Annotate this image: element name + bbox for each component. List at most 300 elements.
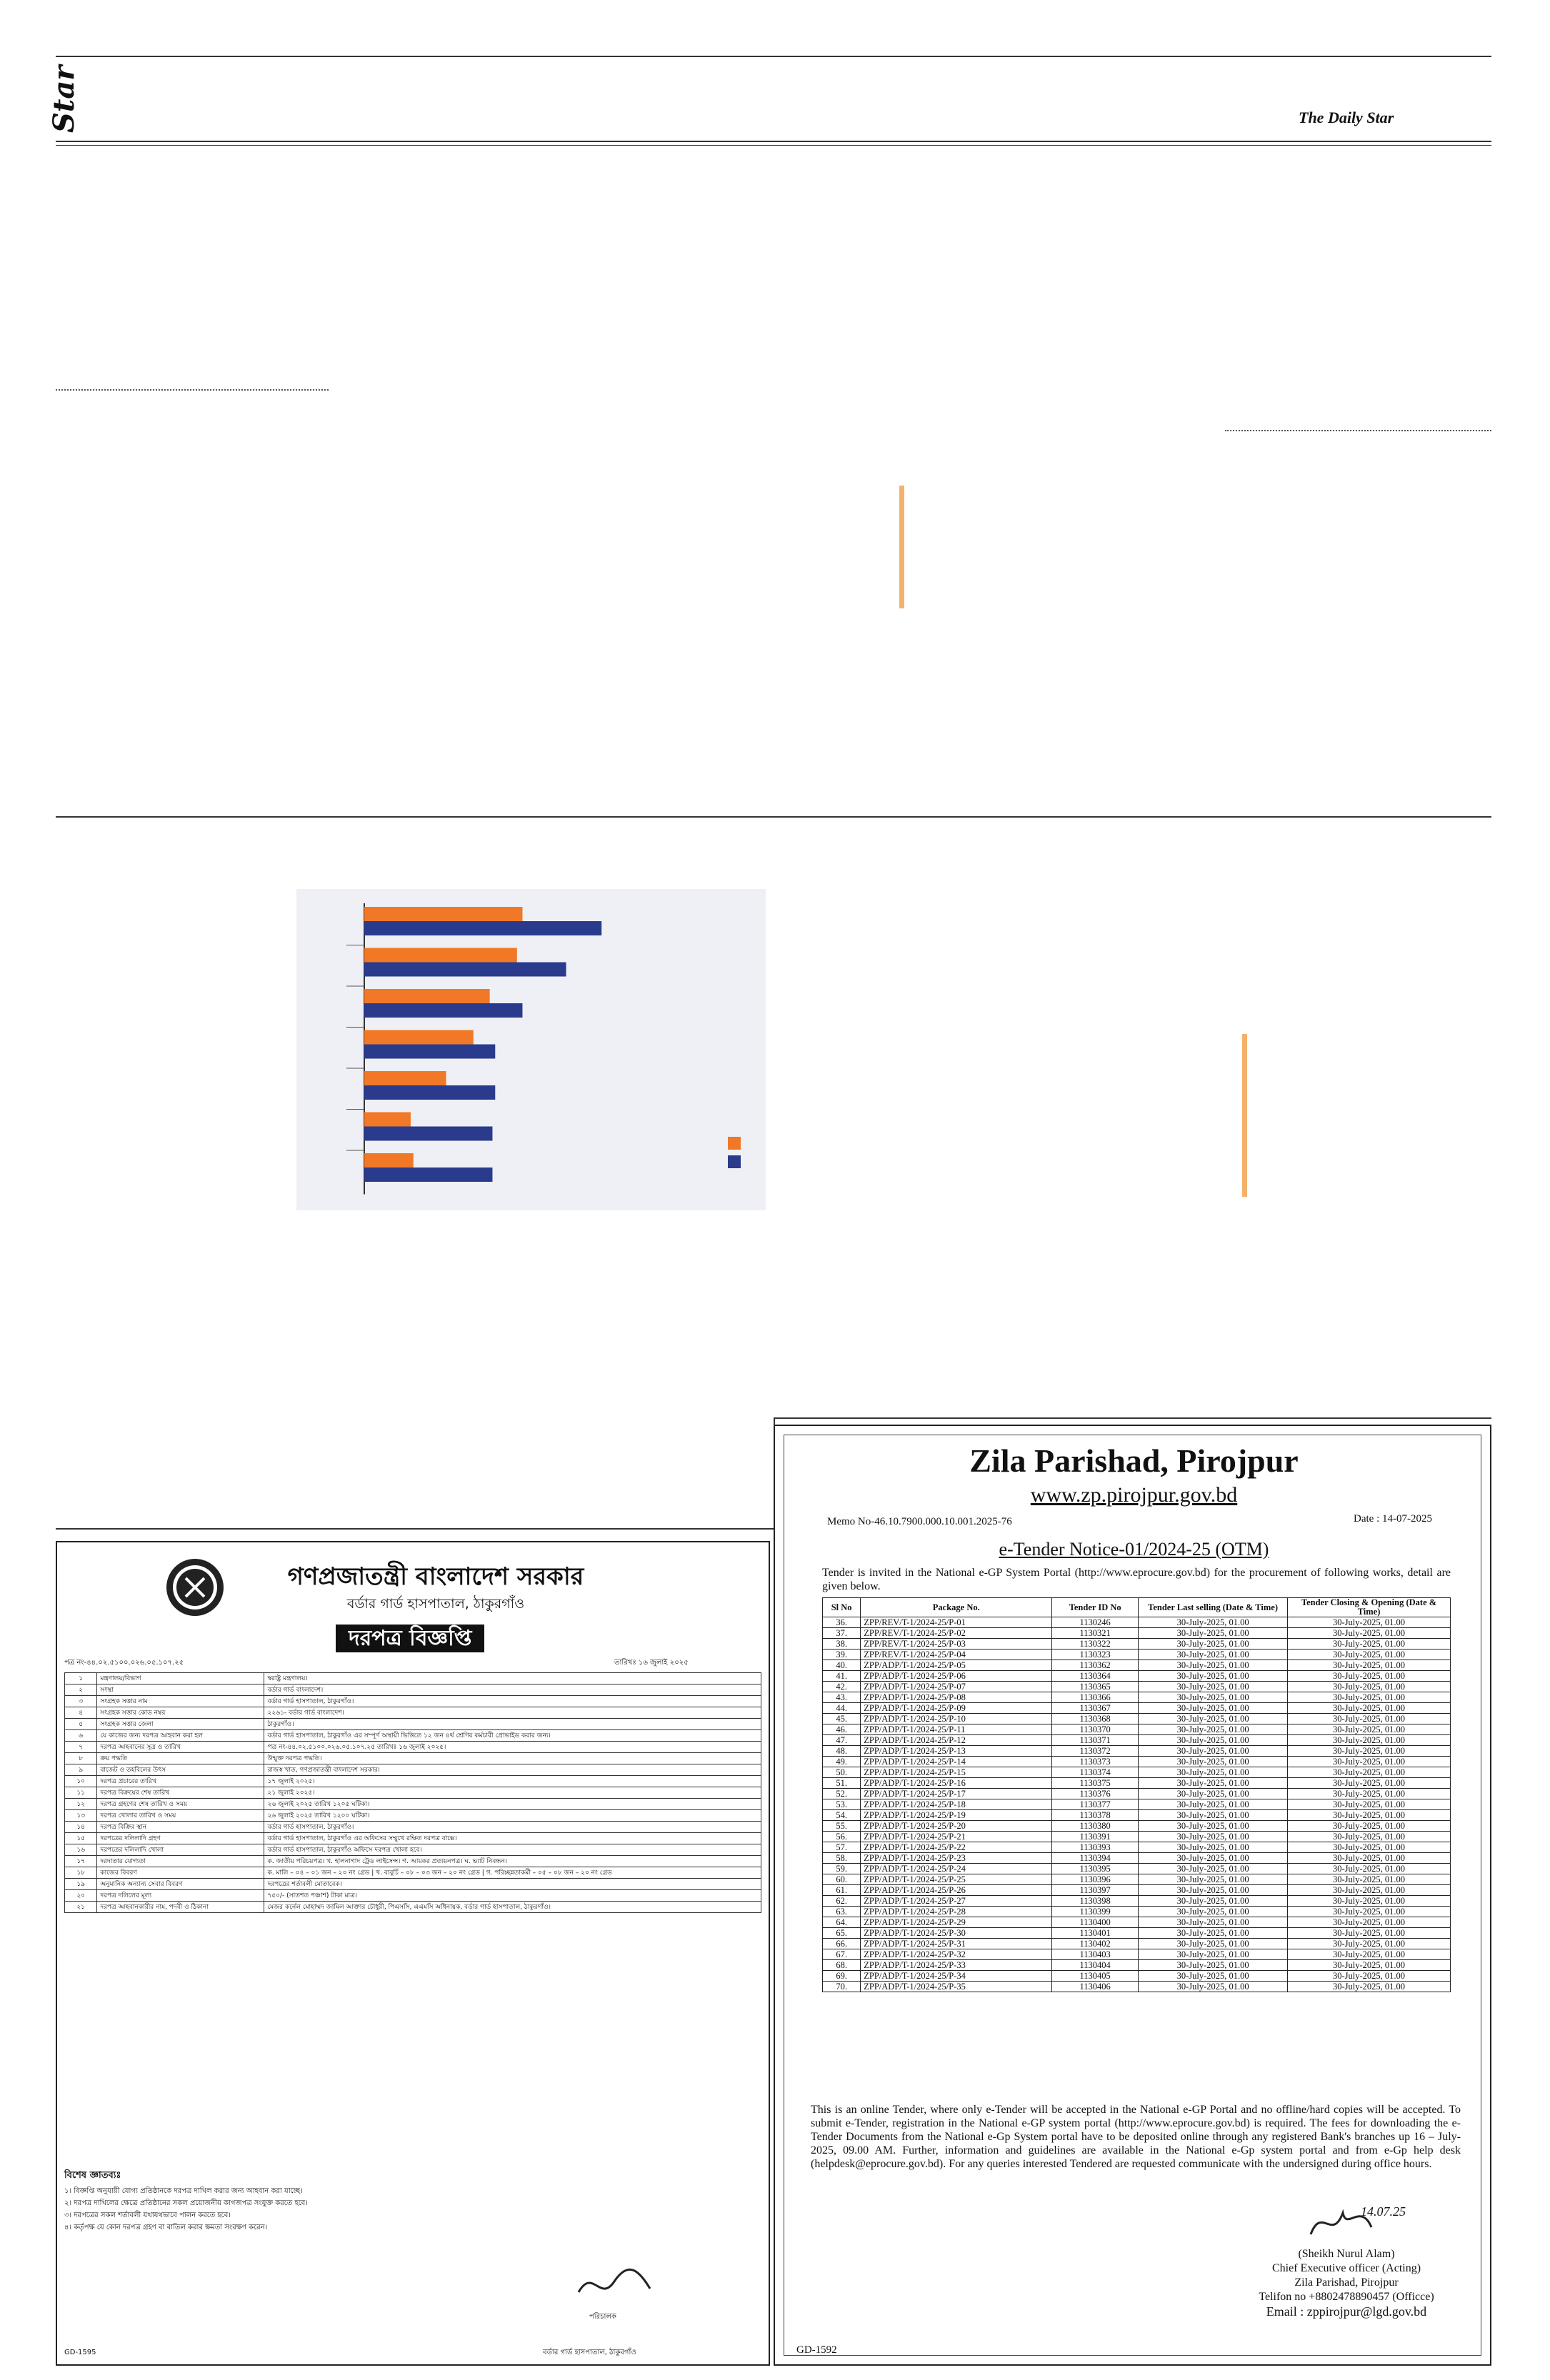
zp-cell: 1130399 (1052, 1907, 1139, 1917)
bar-orange (364, 1113, 411, 1127)
bn-cell-v: মেজর কর্নেল মোহাম্মদ জামিল আক্তার চৌধুরী, পিএসসি, এএমসি অধিনায়ক, বর্ডার গার্ড হাসপাতাল, ঠাকুরগাঁও। (264, 1902, 761, 1913)
zp-ad-intro: Tender is invited in the National e-GP System Portal (http://www.eprocure.gov.bd) for the procurement of following works, detail are given below. (822, 1567, 1451, 1592)
zp-cell: 30-July-2025, 01.00 (1139, 1907, 1288, 1917)
zp-cell: 1130373 (1052, 1757, 1139, 1767)
zp-cell: 30-July-2025, 01.00 (1288, 1928, 1451, 1939)
bn-cell-k: বাজেট ও তহবিলের উৎস (97, 1764, 264, 1776)
zp-cell: 30-July-2025, 01.00 (1288, 1703, 1451, 1714)
zp-table-row (823, 1821, 1451, 1832)
zp-cell: 30-July-2025, 01.00 (1139, 1810, 1288, 1821)
zp-cell: ZPP/REV/T-1/2024-25/P-04 (861, 1650, 1052, 1660)
zp-cell: 55. (823, 1821, 861, 1832)
zp-cell: 30-July-2025, 01.00 (1288, 1810, 1451, 1821)
zp-table-row (823, 1864, 1451, 1874)
zp-ad-date: Date : 14-07-2025 (1354, 1513, 1432, 1525)
zp-cell: 1130367 (1052, 1703, 1139, 1714)
bar-orange (364, 1071, 446, 1085)
masthead-logo: Star (47, 65, 81, 133)
bar-orange (364, 1153, 414, 1168)
zp-ad-title: Zila Parishad, Pirojpur (969, 1442, 1299, 1479)
zp-cell: 52. (823, 1789, 861, 1799)
zp-cell: 57. (823, 1842, 861, 1853)
zp-cell: 30-July-2025, 01.00 (1288, 1714, 1451, 1724)
zp-cell: 30-July-2025, 01.00 (1139, 1714, 1288, 1724)
zp-cell: ZPP/ADP/T-1/2024-25/P-21 (861, 1832, 1052, 1842)
bn-table-row (65, 1707, 761, 1719)
bn-cell-k: দরপত্র আহবানকারীর নাম, পদবী ও ঠিকানা (97, 1902, 264, 1913)
zp-ad-notice: e-Tender Notice-01/2024-25 (OTM) (999, 1539, 1269, 1560)
zp-cell: 30-July-2025, 01.00 (1288, 1692, 1451, 1703)
zp-cell: ZPP/ADP/T-1/2024-25/P-24 (861, 1864, 1052, 1874)
zp-cell: 30-July-2025, 01.00 (1139, 1746, 1288, 1757)
zp-cell: 30-July-2025, 01.00 (1288, 1617, 1451, 1628)
zp-ad-code: GD-1592 (796, 2344, 837, 2356)
zp-cell: 30-July-2025, 01.00 (1139, 1628, 1288, 1639)
bar-orange (364, 989, 490, 1003)
bn-cell-k: সংগ্রহক সত্তার কোড নম্বর (97, 1707, 264, 1719)
zp-cell: 1130371 (1052, 1735, 1139, 1746)
bn-cell-v: ক. মালি – ০৪ – ০১ জন – ২০ নং গ্রেড | খ. বাবুর্চি – ০৮ – ০৩ জন – ২০ নং গ্রেড | গ. পরিচ্ছন্নতাকর্মী – ০৫ – ০৮ জন – ২০ নং গ্রেড (264, 1867, 761, 1879)
zp-cell: 30-July-2025, 01.00 (1288, 1949, 1451, 1960)
bn-cell-v: বর্ডার গার্ড হাসপাতাল, ঠাকুরগাঁও। (264, 1822, 761, 1833)
zp-sign-title: Chief Executive officer (Acting) (1271, 2262, 1421, 2274)
zp-cell: 36. (823, 1617, 861, 1628)
bn-table-row (65, 1867, 761, 1879)
bn-cell-n: ১১ (65, 1787, 97, 1799)
zp-cell: 1130246 (1052, 1617, 1139, 1628)
zp-cell: 30-July-2025, 01.00 (1139, 1885, 1288, 1896)
zp-cell: 41. (823, 1671, 861, 1682)
zp-ad-memo: Memo No-46.10.7900.000.10.001.2025-76 (827, 1516, 1012, 1527)
zp-table-row (823, 1757, 1451, 1767)
zp-cell: 30-July-2025, 01.00 (1288, 1735, 1451, 1746)
bn-ad-date: তারিখঃ ১৬ জুলাই ২০২৫ (614, 1659, 689, 1667)
zp-cell: ZPP/ADP/T-1/2024-25/P-20 (861, 1821, 1052, 1832)
zp-cell: 1130370 (1052, 1724, 1139, 1735)
bn-cell-k: দরপত্র বিক্রয়ের শেষ তারিখ (97, 1787, 264, 1799)
zp-cell: 1130402 (1052, 1939, 1139, 1949)
zp-cell: 30-July-2025, 01.00 (1139, 1982, 1288, 1992)
zp-cell: 30-July-2025, 01.00 (1139, 1928, 1288, 1939)
zp-header-cell: Tender ID No (1052, 1598, 1139, 1617)
masthead-rule-1 (56, 141, 1491, 142)
zp-cell: ZPP/ADP/T-1/2024-25/P-09 (861, 1703, 1052, 1714)
zp-cell: 30-July-2025, 01.00 (1139, 1971, 1288, 1982)
bn-cell-n: ৯ (65, 1764, 97, 1776)
bn-ad-title: গণপ্রজাতন্ত্রী বাংলাদেশ সরকার (287, 1562, 584, 1591)
zp-table-row (823, 1949, 1451, 1960)
zp-cell: ZPP/ADP/T-1/2024-25/P-13 (861, 1746, 1052, 1757)
zp-table-row (823, 1639, 1451, 1650)
zp-cell: 30-July-2025, 01.00 (1139, 1617, 1288, 1628)
zp-cell: 30-July-2025, 01.00 (1288, 1939, 1451, 1949)
bn-table-row (65, 1799, 761, 1810)
bn-cell-k: দরপত্রের দলিলাদি খোলা (97, 1844, 264, 1856)
zp-table-row (823, 1789, 1451, 1799)
bn-table-row (65, 1753, 761, 1764)
bn-cell-v: ৭৫০/- (সাতশত পঞ্চাশ) টাকা মাত্র। (264, 1890, 761, 1902)
bn-cell-n: ২ (65, 1684, 97, 1696)
zp-cell: 43. (823, 1692, 861, 1703)
zp-cell: 45. (823, 1714, 861, 1724)
bn-table-row (65, 1673, 761, 1684)
zp-cell: 30-July-2025, 01.00 (1288, 1628, 1451, 1639)
bn-signature-icon (571, 2264, 657, 2310)
bar-blue (364, 921, 601, 935)
zp-cell: 30-July-2025, 01.00 (1288, 1650, 1451, 1660)
zp-header-cell: Package No. (861, 1598, 1052, 1617)
zp-cell: 44. (823, 1703, 861, 1714)
zp-cell: 1130377 (1052, 1799, 1139, 1810)
orange-accent-bar-2 (1242, 1034, 1247, 1197)
bn-cell-v: ঠাকুরগাঁও। (264, 1719, 761, 1730)
zp-table-row (823, 1628, 1451, 1639)
bn-table-row (65, 1833, 761, 1844)
zp-cell: 49. (823, 1757, 861, 1767)
bn-cell-k: সংস্থা (97, 1684, 264, 1696)
zp-header-cell: Tender Last selling (Date & Time) (1139, 1598, 1288, 1617)
zp-table-row (823, 1799, 1451, 1810)
zp-cell: 50. (823, 1767, 861, 1778)
bn-note: ১। বিজ্ঞপ্তি অনুযায়ী যোগ্য প্রতিষ্ঠানকে দরপত্র দাখিল করার জন্য আহবান করা যাচ্ছে। (64, 2187, 303, 2195)
bn-cell-v: বর্ডার গার্ড হাসপাতাল, ঠাকুরগাঁও অফিসে দরপত্র খোলা হবে। (264, 1844, 761, 1856)
bn-cell-k: কাজের বিবরণ (97, 1867, 264, 1879)
zp-cell: 30-July-2025, 01.00 (1288, 1917, 1451, 1928)
zp-cell: 30-July-2025, 01.00 (1139, 1650, 1288, 1660)
bn-cell-n: ২১ (65, 1902, 97, 1913)
bar-orange (364, 1030, 474, 1045)
zp-table-header (823, 1598, 1451, 1617)
bn-cell-k: অনুমানিক অন্যান্য সেবার বিবরণ (97, 1879, 264, 1890)
bn-cell-n: ১৪ (65, 1822, 97, 1833)
zp-header-cell: Sl No (823, 1598, 861, 1617)
zp-cell: 1130391 (1052, 1832, 1139, 1842)
zp-cell: 1130398 (1052, 1896, 1139, 1907)
top-rule (56, 56, 1491, 57)
zp-cell: 30-July-2025, 01.00 (1139, 1767, 1288, 1778)
bn-cell-n: ১ (65, 1673, 97, 1684)
zp-table-row (823, 1907, 1451, 1917)
bn-cell-n: ৩ (65, 1696, 97, 1707)
zp-cell: 30-July-2025, 01.00 (1288, 1746, 1451, 1757)
zp-table-row (823, 1671, 1451, 1682)
zp-tender-ad (774, 1425, 1491, 2366)
bn-cell-v: স্বরাষ্ট্র মন্ত্রণালয়। (264, 1673, 761, 1684)
dotted-divider-left (56, 389, 329, 391)
bar-chart (296, 889, 766, 1210)
bn-special-notes (64, 2186, 761, 2235)
bn-note: ২। দরপত্র দাখিলের ক্ষেত্রে প্রতিষ্ঠানের সকল প্রয়োজনীয় কাগজপত্র সংযুক্ত করতে হবে। (64, 2199, 308, 2207)
zp-cell: 42. (823, 1682, 861, 1692)
zp-cell: 30-July-2025, 01.00 (1139, 1960, 1288, 1971)
zp-cell: ZPP/ADP/T-1/2024-25/P-07 (861, 1682, 1052, 1692)
bn-cell-v: বর্ডার গার্ড হাসপাতাল, ঠাকুরগাঁও এর অফিসের সম্মুখে রক্ষিত দরপত্র বাক্সে। (264, 1833, 761, 1844)
zp-cell: 1130380 (1052, 1821, 1139, 1832)
zp-cell: 1130403 (1052, 1949, 1139, 1960)
zp-cell: 30-July-2025, 01.00 (1288, 1799, 1451, 1810)
zp-signature-block (1204, 2247, 1489, 2319)
zp-cell: 64. (823, 1917, 861, 1928)
bn-ad-memo: পত্র নং-৪৪.০২.৫১০০.০২৬.০৫.১০৭.২৫ (64, 1659, 184, 1667)
zp-cell: 1130323 (1052, 1650, 1139, 1660)
zp-cell: ZPP/ADP/T-1/2024-25/P-15 (861, 1767, 1052, 1778)
zp-cell: ZPP/REV/T-1/2024-25/P-02 (861, 1628, 1052, 1639)
zp-cell: 30-July-2025, 01.00 (1139, 1821, 1288, 1832)
bn-cell-v: পত্র নং-৪৪.০২.৫১০০.০২৬.০৫.১০৭.২৫ তারিখঃ ১৬ জুলাই ২০২৫। (264, 1742, 761, 1753)
zp-cell: 30-July-2025, 01.00 (1139, 1939, 1288, 1949)
zp-cell: 53. (823, 1799, 861, 1810)
zp-cell: 40. (823, 1660, 861, 1671)
zp-cell: 59. (823, 1864, 861, 1874)
zp-cell: 1130378 (1052, 1810, 1139, 1821)
zp-cell: 68. (823, 1960, 861, 1971)
bn-cell-k: মন্ত্রণালয়/বিভাগ (97, 1673, 264, 1684)
zp-cell: 1130400 (1052, 1917, 1139, 1928)
bn-table-row (65, 1787, 761, 1799)
bn-details-table (64, 1672, 761, 1913)
zp-table-row (823, 1917, 1451, 1928)
zp-cell: 30-July-2025, 01.00 (1139, 1703, 1288, 1714)
zp-cell: 1130366 (1052, 1692, 1139, 1703)
bn-table-row (65, 1776, 761, 1787)
legend-swatch (728, 1155, 741, 1168)
zp-cell: 48. (823, 1746, 861, 1757)
zp-cell: 30-July-2025, 01.00 (1288, 1789, 1451, 1799)
zp-table-row (823, 1842, 1451, 1853)
bn-cell-n: ২০ (65, 1890, 97, 1902)
zp-cell: 30-July-2025, 01.00 (1139, 1735, 1288, 1746)
zp-cell: 1130364 (1052, 1671, 1139, 1682)
bn-cell-n: ৫ (65, 1719, 97, 1730)
bn-cell-v: ২৬ জুলাই ২০২৫ তারিখ ১২০০ ঘটিকা। (264, 1810, 761, 1822)
zp-table-row (823, 1832, 1451, 1842)
zp-ad-closing: This is an online Tender, where only e-Tender will be accepted in the National e-GP Portal and no offline/hard copies will be accepted. To submit e-Tender, registration in the National e-GP system portal (http://www.eprocure.gov.bd) is required. The fees for downloading the e-Tender Documents from the National e-Gp System portal have to be deposited online through any registered Bank's branches up 16 – July-2025, 09.00 AM. Further, information and guidelines are available in the National e-Gp system portal and from e-Gp help desk (helpdesk@eprocure.gov.bd). For any queries interested Tendered are requested communicate with the undersigned during office hours. (811, 2104, 1461, 2170)
zp-cell: 30-July-2025, 01.00 (1288, 1864, 1451, 1874)
bn-cell-v: ক. জাতীয় পরিচয়পত্র। খ. হালনাগাদ ট্রেড লাইসেন্স। গ. আয়কর প্রত্যয়নপত্র। ঘ. ভ্যাট নিবন্ধন। (264, 1856, 761, 1867)
bar-blue (364, 963, 566, 977)
bn-cell-k: দরপত্র দলিলের মূল্য (97, 1890, 264, 1902)
zp-cell: ZPP/ADP/T-1/2024-25/P-32 (861, 1949, 1052, 1960)
zp-cell: 47. (823, 1735, 861, 1746)
bn-cell-n: ১৯ (65, 1879, 97, 1890)
bn-cell-k: দরপত্র আহবানের সূত্র ও তারিখ (97, 1742, 264, 1753)
bn-cell-v: ২১ জুলাই ২০২৫। (264, 1787, 761, 1799)
zp-cell: ZPP/ADP/T-1/2024-25/P-19 (861, 1810, 1052, 1821)
zp-cell: ZPP/REV/T-1/2024-25/P-03 (861, 1639, 1052, 1650)
bn-cell-n: ১৬ (65, 1844, 97, 1856)
zp-cell: 30-July-2025, 01.00 (1139, 1917, 1288, 1928)
zp-cell: 38. (823, 1639, 861, 1650)
bn-table-row (65, 1730, 761, 1742)
zp-cell: 30-July-2025, 01.00 (1139, 1671, 1288, 1682)
zp-cell: 61. (823, 1885, 861, 1896)
bn-cell-n: ৪ (65, 1707, 97, 1719)
zp-cell: 30-July-2025, 01.00 (1139, 1949, 1288, 1960)
bar-blue (364, 1127, 492, 1141)
zp-cell: 30-July-2025, 01.00 (1288, 1982, 1451, 1992)
zp-cell: 30-July-2025, 01.00 (1288, 1767, 1451, 1778)
bn-table-row (65, 1764, 761, 1776)
bn-cell-k: দরপত্রের দলিলাদি গ্রহণ (97, 1833, 264, 1844)
zp-cell: 30-July-2025, 01.00 (1288, 1639, 1451, 1650)
bn-cell-k: দরপত্র খোলার তারিখ ও সময় (97, 1810, 264, 1822)
bn-special-heading: বিশেষ জ্ঞাতব্যঃ (64, 2170, 121, 2181)
bn-table-row (65, 1696, 761, 1707)
zp-cell: 1130395 (1052, 1864, 1139, 1874)
zp-cell: 1130393 (1052, 1842, 1139, 1853)
zp-table-row (823, 1874, 1451, 1885)
zp-ad-url: www.zp.pirojpur.gov.bd (1030, 1483, 1238, 1507)
bar-blue (364, 1045, 495, 1059)
bn-cell-k: দরদাতার যোগ্যতা (97, 1856, 264, 1867)
zp-table-row (823, 1853, 1451, 1864)
zp-cell: ZPP/ADP/T-1/2024-25/P-18 (861, 1799, 1052, 1810)
section-rule (56, 816, 1491, 818)
zp-cell: 60. (823, 1874, 861, 1885)
zp-cell: 37. (823, 1628, 861, 1639)
zp-table-row (823, 1724, 1451, 1735)
zp-cell: 1130372 (1052, 1746, 1139, 1757)
zp-cell: 30-July-2025, 01.00 (1288, 1960, 1451, 1971)
zp-cell: 1130362 (1052, 1660, 1139, 1671)
zp-cell: 30-July-2025, 01.00 (1288, 1971, 1451, 1982)
bn-cell-v: বর্ডার গার্ড হাসপাতাল, ঠাকুরগাঁও এর সম্পূর্ণ অস্থায়ী ভিত্তিতে ১২ জন ৪র্থ শ্রেণির কর্মচারী প্রোভাইড করার জন্য। (264, 1730, 761, 1742)
zp-cell: 65. (823, 1928, 861, 1939)
bn-table-row (65, 1719, 761, 1730)
bn-signer: পরিচালক (589, 2313, 616, 2321)
zp-cell: 54. (823, 1810, 861, 1821)
bn-cell-k: সংগ্রহক সত্তার নাম (97, 1696, 264, 1707)
zp-sign-date: 14.07.25 (1361, 2204, 1406, 2219)
zp-cell: 30-July-2025, 01.00 (1288, 1778, 1451, 1789)
zp-table-row (823, 1982, 1451, 1992)
zp-cell: 30-July-2025, 01.00 (1288, 1874, 1451, 1885)
masthead-rule-2 (56, 145, 1491, 146)
zp-cell: 56. (823, 1832, 861, 1842)
bn-cell-v: বর্ডার গার্ড বাংলাদেশ। (264, 1684, 761, 1696)
bn-cell-v: দরপত্রের শর্তাবলী মোতাবেক। (264, 1879, 761, 1890)
zp-cell: 58. (823, 1853, 861, 1864)
zp-sign-phone: Telifon no +8802478890457 (Officce) (1259, 2291, 1434, 2303)
zp-cell: 1130375 (1052, 1778, 1139, 1789)
zp-table-row (823, 1767, 1451, 1778)
zp-cell: 30-July-2025, 01.00 (1139, 1778, 1288, 1789)
zp-table-row (823, 1703, 1451, 1714)
zp-table-row (823, 1778, 1451, 1789)
bn-table-row (65, 1856, 761, 1867)
bn-ad-code: GD-1595 (64, 2349, 96, 2356)
bn-cell-v: উন্মুক্ত দরপত্র পদ্ধতি। (264, 1753, 761, 1764)
zp-header-cell: Tender Closing & Opening (Date & Time) (1288, 1598, 1451, 1617)
zp-cell: 30-July-2025, 01.00 (1139, 1639, 1288, 1650)
bn-cell-k: দরপত্র গ্রহণের শেষ তারিখ ও সময় (97, 1799, 264, 1810)
bn-ad-notice: দরপত্র বিজ্ঞপ্তি (336, 1625, 484, 1652)
zp-cell: 30-July-2025, 01.00 (1288, 1821, 1451, 1832)
bar-blue (364, 1003, 522, 1018)
zp-cell: 1130368 (1052, 1714, 1139, 1724)
zp-cell: 67. (823, 1949, 861, 1960)
bn-cell-v: বর্ডার গার্ড হাসপাতাল, ঠাকুরগাঁও। (264, 1696, 761, 1707)
bn-table-row (65, 1890, 761, 1902)
zp-cell: 62. (823, 1896, 861, 1907)
bn-table-row (65, 1879, 761, 1890)
zp-cell: 51. (823, 1778, 861, 1789)
bar-blue (364, 1085, 495, 1100)
zp-table-row (823, 1650, 1451, 1660)
zp-cell: 30-July-2025, 01.00 (1288, 1757, 1451, 1767)
zp-cell: ZPP/ADP/T-1/2024-25/P-16 (861, 1778, 1052, 1789)
zp-cell: 30-July-2025, 01.00 (1139, 1757, 1288, 1767)
zp-cell: 30-July-2025, 01.00 (1139, 1660, 1288, 1671)
zp-cell: 46. (823, 1724, 861, 1735)
zp-table-row (823, 1682, 1451, 1692)
zp-cell: ZPP/ADP/T-1/2024-25/P-31 (861, 1939, 1052, 1949)
zp-cell: ZPP/REV/T-1/2024-25/P-01 (861, 1617, 1052, 1628)
zp-cell: ZPP/ADP/T-1/2024-25/P-11 (861, 1724, 1052, 1735)
bn-notice-wrap (336, 1621, 484, 1657)
bar-orange (364, 907, 522, 921)
bn-cell-n: ১৫ (65, 1833, 97, 1844)
bar-orange (364, 948, 517, 963)
zp-cell: 30-July-2025, 01.00 (1288, 1671, 1451, 1682)
zp-cell: 1130321 (1052, 1628, 1139, 1639)
zp-table-row (823, 1735, 1451, 1746)
zp-cell: 39. (823, 1650, 861, 1660)
bn-table-row (65, 1810, 761, 1822)
zp-cell: 30-July-2025, 01.00 (1288, 1896, 1451, 1907)
bn-cell-v: রাজস্ব খাত, গণপ্রজাতন্ত্রী বাংলাদেশ সরকার। (264, 1764, 761, 1776)
zp-cell: 30-July-2025, 01.00 (1139, 1832, 1288, 1842)
zp-cell: ZPP/ADP/T-1/2024-25/P-35 (861, 1982, 1052, 1992)
zp-sign-name: (Sheikh Nurul Alam) (1298, 2248, 1395, 2260)
bar-chart-svg (296, 889, 766, 1210)
zp-cell: ZPP/ADP/T-1/2024-25/P-22 (861, 1842, 1052, 1853)
zp-table-row (823, 1692, 1451, 1703)
zp-table-row (823, 1896, 1451, 1907)
zp-table-row (823, 1714, 1451, 1724)
dotted-divider-right (1225, 430, 1491, 431)
ads-top-rule-right (774, 1417, 1491, 1419)
zp-cell: 1130394 (1052, 1853, 1139, 1864)
bn-cell-n: ১৩ (65, 1810, 97, 1822)
zp-cell: 30-July-2025, 01.00 (1139, 1682, 1288, 1692)
zp-table-row (823, 1928, 1451, 1939)
zp-cell: 1130405 (1052, 1971, 1139, 1982)
orange-accent-bar-1 (899, 486, 904, 608)
bn-table-row (65, 1822, 761, 1833)
zp-cell: 30-July-2025, 01.00 (1139, 1692, 1288, 1703)
bn-cell-k: যে কাজের জন্য দরপত্র আহবান করা হল (97, 1730, 264, 1742)
zp-table-row (823, 1960, 1451, 1971)
bn-cell-k: সংগ্রহক সত্তার জেলা (97, 1719, 264, 1730)
zp-cell: ZPP/ADP/T-1/2024-25/P-26 (861, 1885, 1052, 1896)
bn-cell-k: দরপত্র প্রচারের তারিখ (97, 1776, 264, 1787)
bn-table-row (65, 1742, 761, 1753)
bn-table-row (65, 1844, 761, 1856)
zp-table-row (823, 1746, 1451, 1757)
zp-cell: 1130365 (1052, 1682, 1139, 1692)
bn-note: ৩। দরপত্রের সকল শর্তাবলী যথাযথভাবে পালন করতে হবে। (64, 2211, 231, 2219)
zp-tender-table (822, 1597, 1451, 1992)
zp-cell: ZPP/ADP/T-1/2024-25/P-08 (861, 1692, 1052, 1703)
zp-cell: 1130322 (1052, 1639, 1139, 1650)
bn-note: ৪। কর্তৃপক্ষ যে কোন দরপত্র গ্রহণ বা বাতিল করার ক্ষমতা সংরক্ষণ করেন। (64, 2224, 268, 2231)
bn-cell-n: ১২ (65, 1799, 97, 1810)
zp-table-row (823, 1971, 1451, 1982)
zp-cell: 66. (823, 1939, 861, 1949)
govt-emblem-icon (164, 1557, 226, 1618)
bn-ad-subtitle: বর্ডার গার্ড হাসপাতাল, ঠাকুরগাঁও (346, 1596, 525, 1612)
